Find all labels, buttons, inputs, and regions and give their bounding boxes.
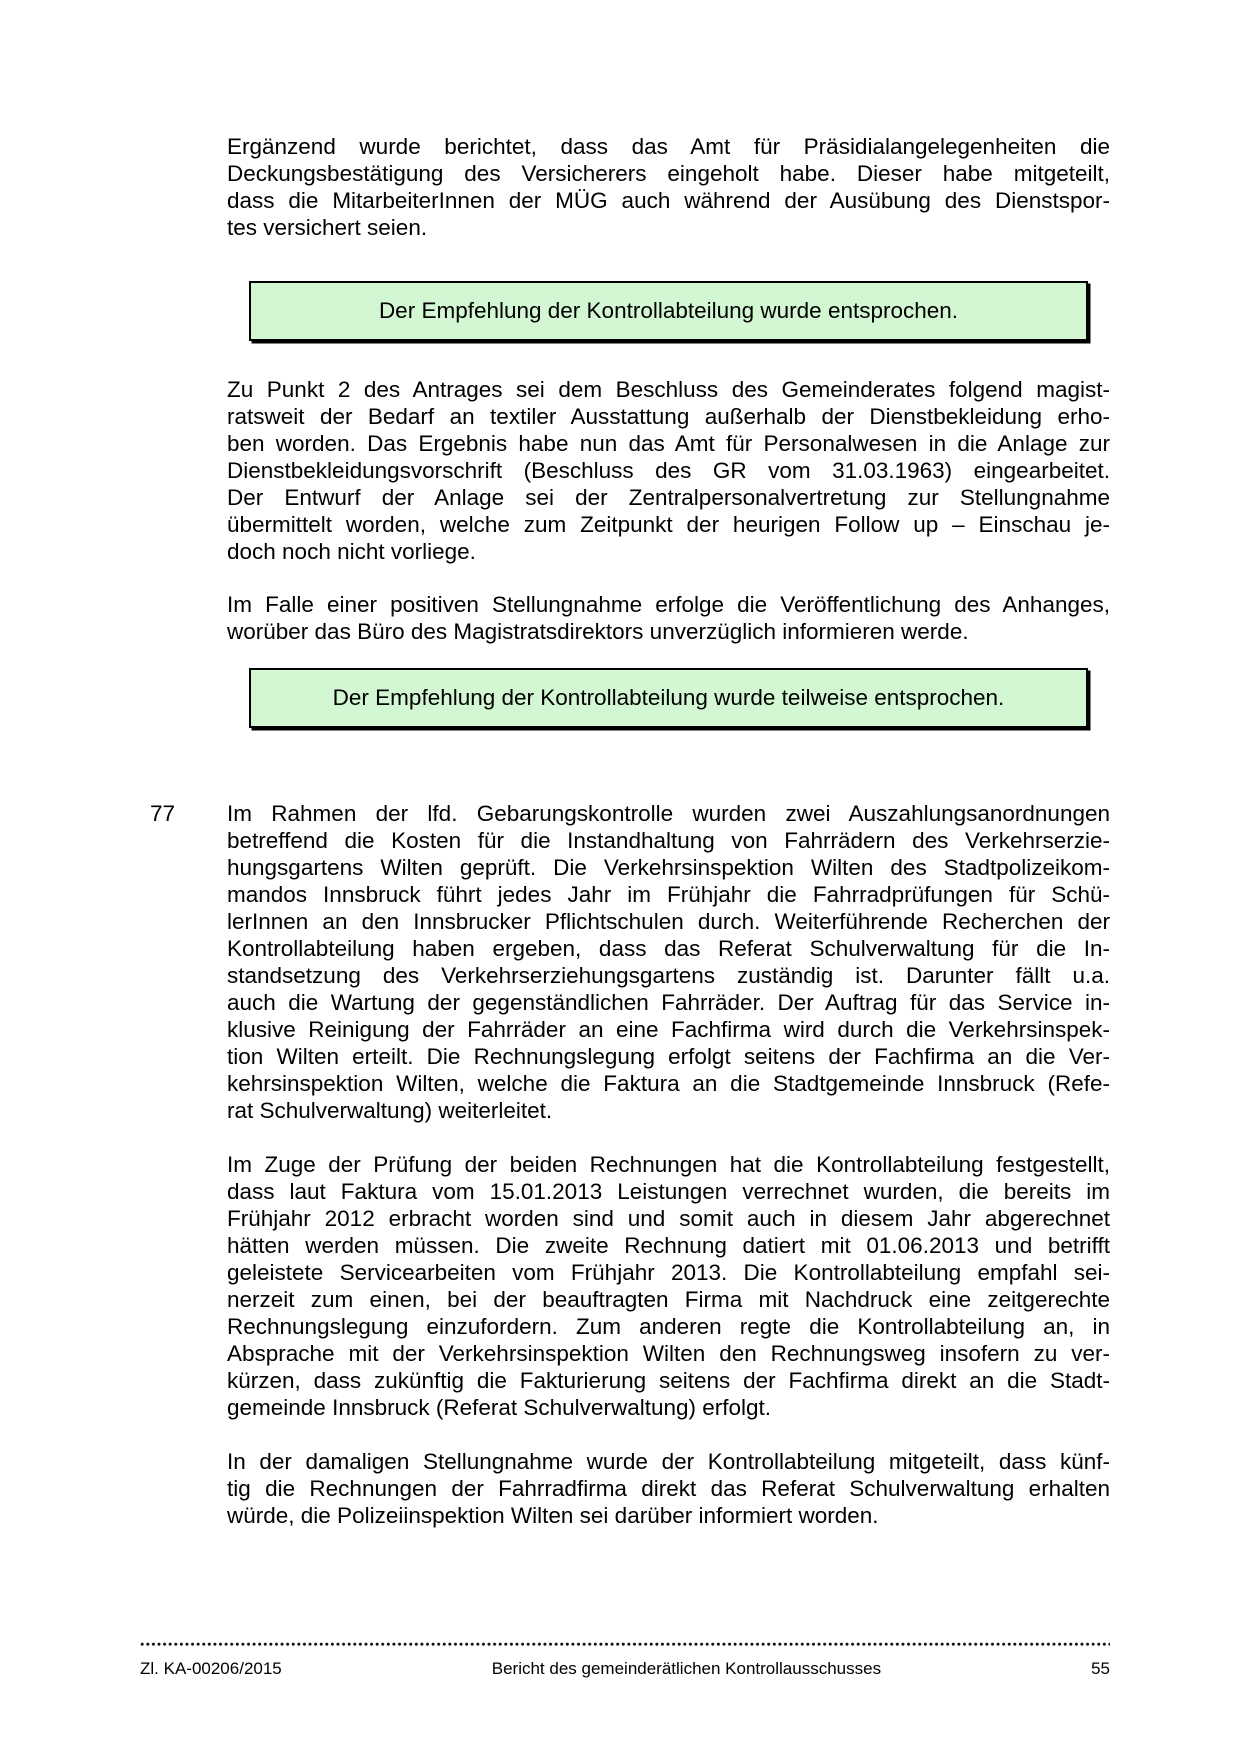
section-77-paragraph-2: Im Zuge der Prüfung der beiden Rechnungen hat die Kontrollabteilung festgestellt, dass laut Faktura vom 15.01.2013 Leistungen verrechnet wurden, die bereits im Frühjahr 2012 erbracht worden sind und somit auch in diesem Jahr abgerechnet hätten werden müssen. Die zweite Rechnung datiert mit 01.06.2013 und betrifft geleistete Servicearbeiten vom Frühjahr 2013. Die Kontrollabteilung empfahl sei- nerzeit zum einen, bei der beauftragten Firma mit Nachdruck eine zeitgerechte Rechnungslegung einzufordern. Zum anderen regte die Kontrollabteilung an, in Absprache mit der Verkehrsinspektion Wilten den Rechnungsweg insofern zu ver- kürzen, dass zukünftig die Fakturierung seitens der Fachfirma direkt an die Stadt- gemeinde Innsbruck (Referat Schulverwaltung) erfolgt. (227, 1152, 1110, 1420)
footer-row (140, 1659, 1110, 1679)
footer-page-number: 55 (1091, 1659, 1110, 1678)
footer-reference: Zl. KA-00206/2015 (140, 1659, 282, 1678)
recommendation-box-1 (249, 281, 1088, 341)
main-text (150, 133, 1110, 1529)
paragraph-2: Zu Punkt 2 des Antrages sei dem Beschluss des Gemeinderates folgend magist- ratsweit der Bedarf an textiler Ausstattung außerhalb der Dienstbekleidung erho- ben worden. Das Ergebnis habe nun das Amt für Personalwesen in die Anlage zur Dienstbekleidungsvorschrift (Beschluss des GR vom 31.03.1963) eingearbeitet. Der Entwurf der Anlage sei der Zentralpersonalvertretung zur Stellungnahme übermittelt worden, welche zum Zeitpunkt der heurigen Follow up – Einschau je- doch noch nicht vorliege. (227, 377, 1110, 564)
recommendation-text-2: Der Empfehlung der Kontrollabteilung wurde teilweise entsprochen. (332, 685, 1005, 710)
footer-dotted-rule (140, 1642, 1110, 1647)
footer-title: Bericht des gemeinderätlichen Kontrollausschusses (491, 1659, 882, 1678)
section-77 (150, 800, 1110, 1529)
footer (140, 1642, 1110, 1679)
section-77-paragraph-3: In der damaligen Stellungnahme wurde der Kontrollabteilung mitgeteilt, dass künf- tig die Rechnungen der Fahrradfirma direkt das Referat Schulverwaltung erhalten würde, die Polizeiinspektion Wilten sei darüber informiert worden. (227, 1449, 1110, 1528)
section-77-paragraph-1: Im Rahmen der lfd. Gebarungskontrolle wurden zwei Auszahlungsanordnungen betreffend die Kosten für die Instandhaltung von Fahrrädern des Verkehrserzie- hungsgartens Wilten geprüft. Die Verkehrsinspektion Wilten des Stadtpolizeikom- mandos Innsbruck führt jedes Jahr im Frühjahr die Fahrradprüfungen für Schü- lerInnen an den Innsbrucker Pflichtschulen durch. Weiterführende Recherchen der Kontrollabteilung haben ergeben, dass das Referat Schulverwaltung für die In- standsetzung des Verkehrserziehungsgartens zuständig ist. Darunter fällt u.a. auch die Wartung der gegenständlichen Fahrräder. Der Auftrag für das Service in- klusive Reinigung der Fahrräder an eine Fachfirma wird durch die Verkehrsinspek- tion Wilten erteilt. Die Rechnungslegung erfolgt seitens der Fachfirma an die Ver- kehrsinspektion Wilten, welche die Faktura an die Stadtgemeinde Innsbruck (Refe- rat Schulverwaltung) weiterleitet. (227, 801, 1110, 1123)
paragraph-1: Ergänzend wurde berichtet, dass das Amt für Präsidialangelegenheiten die Deckungsbestätigung des Versicherers eingeholt habe. Dieser habe mitgeteilt, dass die MitarbeiterInnen der MÜG auch während der Ausübung des Dienstspor- tes versichert seien. (227, 134, 1110, 240)
paragraph-3: Im Falle einer positiven Stellungnahme erfolge die Veröffentlichung des Anhanges, worüber das Büro des Magistratsdirektors unverzüglich informieren werde. (227, 592, 1110, 644)
recommendation-text-1: Der Empfehlung der Kontrollabteilung wurde entsprochen. (378, 298, 959, 323)
recommendation-box-2 (249, 668, 1088, 728)
section-number: 77 (150, 801, 176, 826)
